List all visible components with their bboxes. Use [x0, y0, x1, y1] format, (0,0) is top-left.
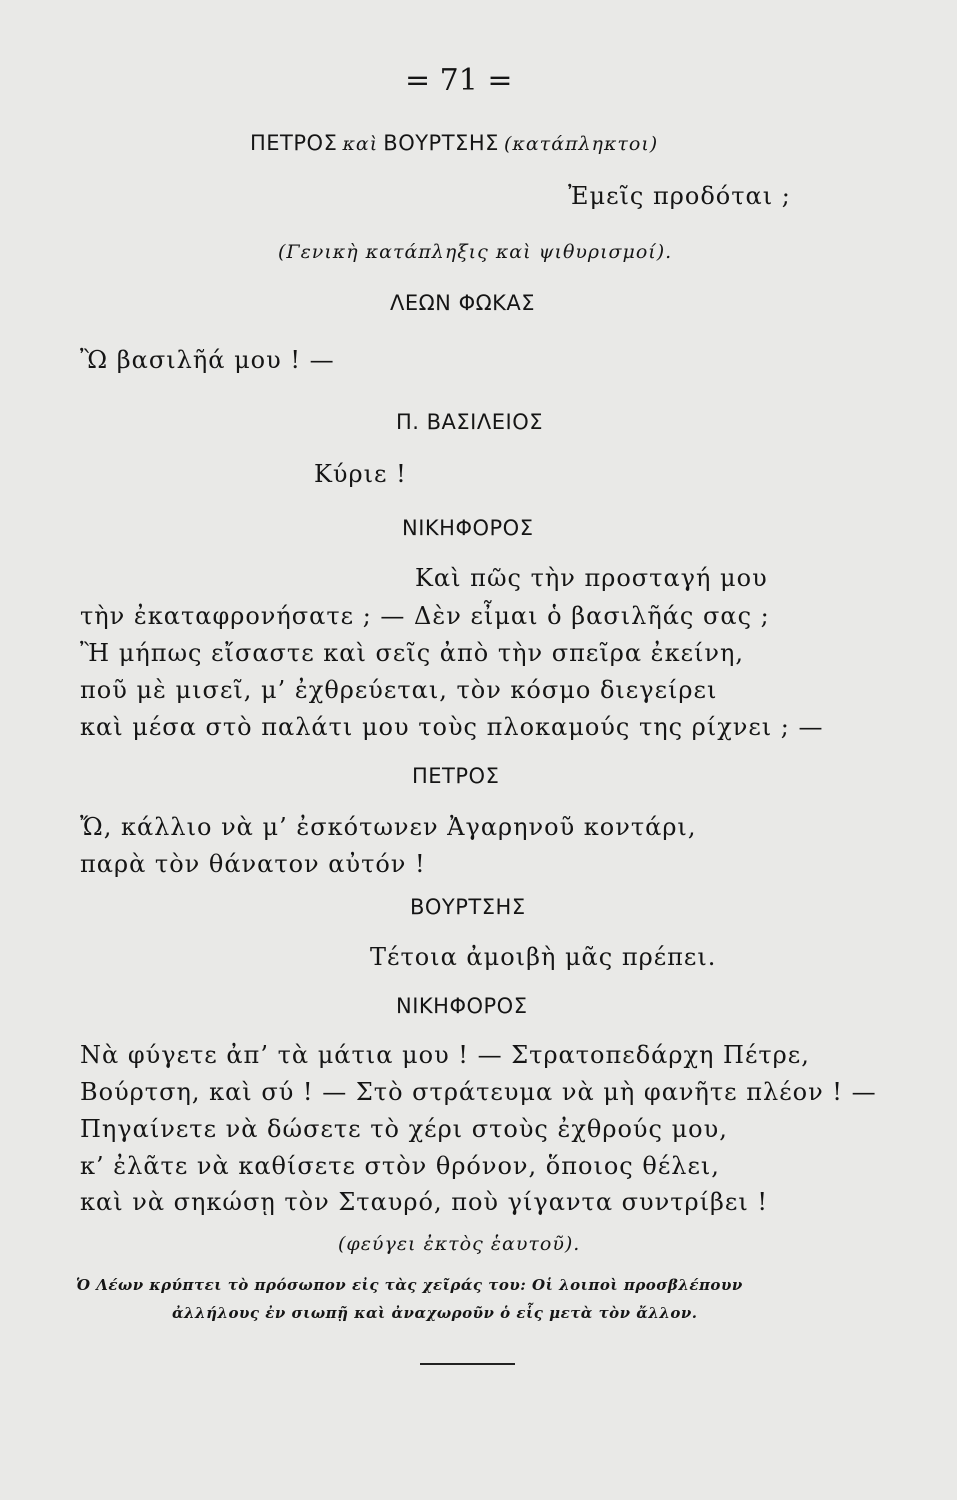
stage-direction: (κατάπληκτοι)	[503, 133, 659, 155]
verse-line: Κύριε !	[314, 460, 407, 488]
verse-line: κ’ ἐλᾶτε νὰ καθίσετε στὸν θρόνον, ὅποιος θέλει,	[80, 1152, 720, 1180]
speaker-name: ΛΕΩΝ ΦΩΚΑΣ	[390, 291, 536, 315]
speaker-name: ΠΕΤΡΟΣ	[412, 764, 500, 788]
stage-direction: (Γενικὴ κατάπληξις καὶ ψιθυρισμοί).	[278, 241, 673, 263]
verse-line: καὶ μέσα στὸ παλάτι μου τοὺς πλοκαμούς της ρίχνει ; —	[80, 713, 824, 741]
speaker-name: ΠΕΤΡΟΣ	[250, 131, 338, 155]
verse-line: Πηγαίνετε νὰ δώσετε τὸ χέρι στοὺς ἐχθρούς μου,	[80, 1115, 728, 1143]
speaker-name: ΝΙΚΗΦΟΡΟΣ	[396, 994, 528, 1018]
verse-line: Ἐμεῖς προδόται ;	[568, 182, 791, 210]
speaker-name: ΝΙΚΗΦΟΡΟΣ	[402, 516, 534, 540]
verse-line: Ὢ βασιλῆά μου ! —	[80, 346, 335, 374]
verse-line: παρὰ τὸν θάνατον αὐτόν !	[80, 850, 426, 878]
conjunction: καὶ	[342, 133, 379, 155]
stage-direction: (φεύγει ἐκτὸς ἑαυτοῦ).	[338, 1233, 581, 1255]
verse-line: Ὤ, κάλλιο νὰ μ’ ἐσκότωνεν Ἀγαρηνοῦ κοντάρι,	[80, 813, 697, 841]
stage-direction: ἀλλήλους ἐν σιωπῇ καὶ ἀναχωροῦν ὁ εἷς μετὰ τὸν ἄλλον.	[172, 1304, 698, 1322]
verse-line: Νὰ φύγετε ἀπ’ τὰ μάτια μου ! — Στρατοπεδάρχη Πέτρε,	[80, 1041, 810, 1069]
verse-line: Καὶ πῶς τὴν προσταγή μου	[415, 564, 768, 592]
verse-line: ποῦ μὲ μισεῖ, μ’ ἐχθρεύεται, τὸν κόσμο διεγείρει	[80, 676, 718, 704]
verse-line: Τέτοια ἀμοιβὴ μᾶς πρέπει.	[370, 943, 717, 971]
speaker-heading	[250, 133, 658, 154]
stage-direction: Ὁ Λέων κρύπτει τὸ πρόσωπον εἰς τὰς χεῖράς του: Οἱ λοιποὶ προσβλέπουν	[76, 1276, 743, 1294]
speaker-name: ΒΟΥΡΤΣΗΣ	[383, 131, 499, 155]
verse-line: Ἢ μήπως εἴσαστε καὶ σεῖς ἀπὸ τὴν σπεῖρα ἐκείνη,	[80, 639, 745, 667]
verse-line: Βούρτση, καὶ σύ ! — Στὸ στράτευμα νὰ μὴ φανῆτε πλέον ! —	[80, 1078, 877, 1106]
verse-line: τὴν ἐκαταφρονήσατε ; — Δὲν εἶμαι ὁ βασιλῆάς σας ;	[80, 602, 770, 630]
speaker-name: Π. ΒΑΣΙΛΕΙΟΣ	[396, 410, 544, 434]
page-number: = 71 =	[405, 63, 513, 98]
speaker-name: ΒΟΥΡΤΣΗΣ	[410, 895, 526, 919]
section-divider	[420, 1363, 515, 1365]
verse-line: καὶ νὰ σηκώσῃ τὸν Σταυρό, ποὺ γίγαντα συντρίβει !	[80, 1188, 768, 1216]
